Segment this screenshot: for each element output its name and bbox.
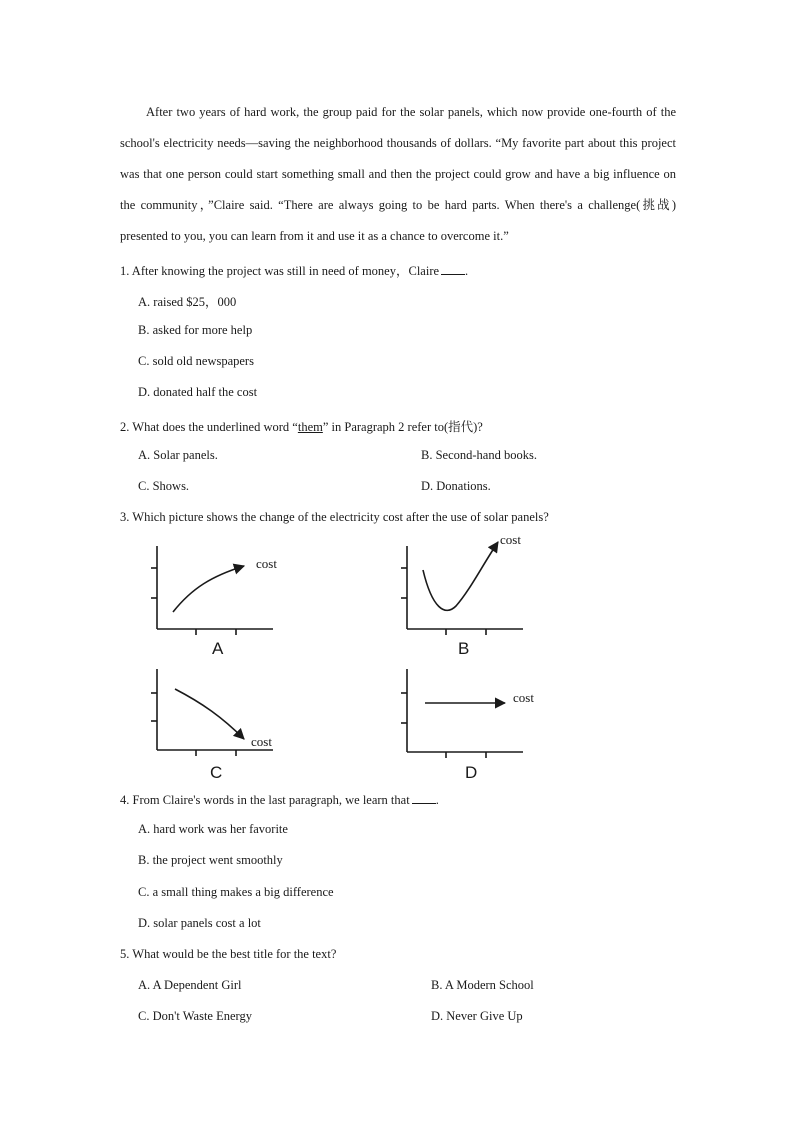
- q2-option-a[interactable]: A. Solar panels.: [138, 448, 218, 462]
- q2-option-c[interactable]: C. Shows.: [138, 479, 190, 493]
- graph-b-letter: B: [458, 639, 470, 658]
- passage-text: After two years of hard work, the group paid for the solar panels, which now provide one-fourth of the school's electricity needs—saving the neighborhood thousands of dollars. “My favorite part about this project was that one person could start something small and then the project could grow and have a big influence on the community，”Claire said. “There are always going to be hard parts. When there's a challenge(挑战) presented to you, you can learn from it and use it as a chance to overcome it.”: [120, 105, 676, 243]
- passage-paragraph: [120, 97, 676, 252]
- graph-c[interactable]: [140, 665, 300, 785]
- q4-option-d[interactable]: D. solar panels cost a lot: [138, 916, 261, 930]
- question-1: [120, 261, 468, 279]
- q5-option-b[interactable]: B. A Modern School: [431, 978, 534, 992]
- graph-a-letter: A: [212, 639, 224, 658]
- q2-option-d[interactable]: D. Donations.: [421, 479, 491, 493]
- graph-b-axes: [401, 546, 523, 635]
- q4-option-a[interactable]: A. hard work was her favorite: [138, 822, 288, 836]
- graph-a-curve: [173, 566, 244, 612]
- answer-blank: [412, 792, 436, 804]
- q1-option-c[interactable]: C. sold old newspapers: [138, 354, 254, 368]
- graph-d-letter: D: [465, 763, 478, 782]
- question-1-stem: 1. After knowing the project was still in need of money，Claire: [120, 264, 440, 278]
- question-5: [120, 947, 336, 962]
- question-1-stem-end: .: [465, 264, 469, 278]
- graph-d-axes: [401, 669, 523, 758]
- question-3-stem: 3. Which picture shows the change of the electricity cost after the use of solar panels?: [120, 510, 549, 524]
- question-2: [120, 417, 483, 435]
- question-4: [120, 792, 439, 808]
- graph-a-axes: [151, 546, 273, 635]
- q1-option-b[interactable]: B. asked for more help: [138, 323, 253, 337]
- q1-option-d[interactable]: D. donated half the cost: [138, 385, 258, 399]
- graph-d[interactable]: [390, 665, 550, 785]
- graph-b-curve-label: cost: [500, 532, 521, 547]
- question-4-stem: 4. From Claire's words in the last paragraph, we learn that: [120, 793, 410, 807]
- graph-b[interactable]: [390, 530, 550, 665]
- graph-c-curve-label: cost: [251, 734, 272, 749]
- graph-a[interactable]: [140, 540, 300, 665]
- q4-option-c[interactable]: C. a small thing makes a big difference: [138, 885, 334, 899]
- q5-option-c[interactable]: C. Don't Waste Energy: [138, 1009, 252, 1023]
- graph-c-letter: C: [210, 763, 223, 782]
- graph-c-curve: [175, 689, 244, 739]
- q4-option-b[interactable]: B. the project went smoothly: [138, 853, 283, 867]
- question-4-stem-end: .: [435, 793, 439, 807]
- q2-option-b[interactable]: B. Second-hand books.: [421, 448, 537, 462]
- question-3: [120, 510, 549, 525]
- q5-option-d[interactable]: D. Never Give Up: [431, 1009, 523, 1023]
- graph-b-curve: [423, 542, 498, 610]
- graph-d-curve-label: cost: [513, 690, 534, 705]
- question-2-stem-end: ” in Paragraph 2 refer to(指代)?: [322, 420, 483, 434]
- question-5-stem: 5. What would be the best title for the text?: [120, 947, 337, 961]
- q1-option-a[interactable]: A. raised $25，000: [138, 295, 237, 309]
- underlined-word: them: [297, 420, 323, 434]
- graph-a-curve-label: cost: [256, 556, 277, 571]
- question-2-stem: 2. What does the underlined word “: [120, 420, 298, 434]
- q5-option-a[interactable]: A. A Dependent Girl: [138, 978, 242, 992]
- answer-blank: [441, 263, 465, 275]
